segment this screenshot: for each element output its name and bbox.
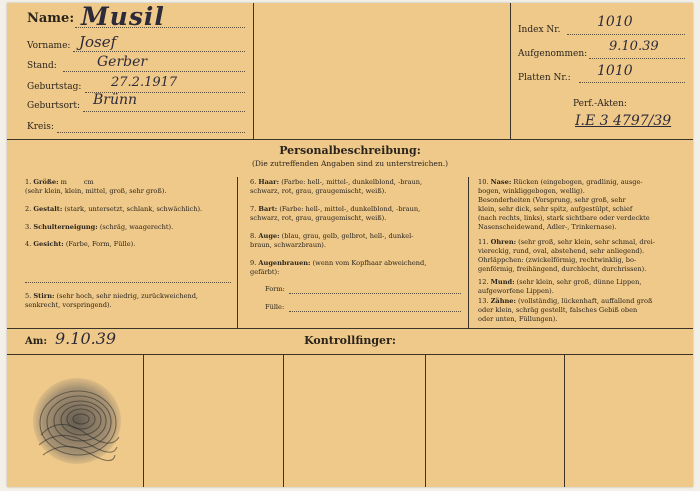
kreis-line (57, 132, 245, 133)
name-value: Musil (81, 2, 165, 31)
item-fuelle: Fülle: (265, 303, 285, 311)
index-value: 1010 (597, 14, 633, 30)
item-gestalt: 2. Gestalt: (stark, untersetzt, schlank, schwächlich). (25, 205, 203, 213)
item-form: Form: (265, 285, 285, 293)
perf-label: Perf.-Akten: (573, 99, 627, 109)
am-value: 9.10.39 (55, 329, 117, 348)
perf-value: I.E 3 4797/39 (575, 113, 672, 129)
name-line (75, 27, 245, 28)
stand-value: Gerber (97, 54, 148, 70)
am-label: Am: (25, 336, 48, 347)
vorname-label: Vorname: (27, 41, 71, 51)
vorname-line (73, 51, 245, 52)
divider-header (7, 139, 693, 140)
item-bart: 7. Bart: (Farbe: hell-, mittel-, dunkelblond, -braun, schwarz, rot, grau, graugemischt, weiß). (250, 205, 421, 222)
divider-finger-2 (283, 354, 284, 487)
index-line (567, 34, 685, 35)
divider-desc-2 (468, 177, 469, 328)
gesicht-line (25, 282, 231, 283)
divider-v1 (253, 3, 254, 139)
item-mund: 12. Mund: (sehr klein, sehr groß, dünne Lippen, aufgeworfene Lippen). (478, 278, 642, 295)
divider-desc-1 (237, 177, 238, 328)
name-label: Name: (27, 11, 75, 26)
identification-card (7, 3, 693, 487)
platten-label: Platten Nr.: (518, 73, 571, 83)
item-nase: 10. Nase: Rücken (eingebogen, gradlinig, ausge- bogen, winkliggebogen, wellig). Besonderheiten (Vorsprung, sehr groß, sehr klein, sehr dick, sehr spitz, aufgestülpt, schief (nach rechts, links), stark sichtbare oder verdeckte Nasenscheidewand, Adler-, Trinkernase). (478, 178, 650, 231)
item-gesicht: 4. Gesicht: (Farbe, Form, Fülle). (25, 240, 136, 248)
fingerprint-image (29, 375, 125, 471)
description-subtitle: (Die zutreffenden Angaben sind zu unterstreichen.) (251, 159, 449, 168)
aufgenommen-label: Aufgenommen: (518, 49, 588, 59)
fuelle-line (289, 311, 461, 312)
divider-finger-3 (425, 354, 426, 487)
kreis-label: Kreis: (27, 122, 54, 132)
geburtstag-label: Geburtstag: (27, 82, 82, 92)
item-stirn: 5. Stirn: (sehr hoch, sehr niedrig, zurückweichend, senkrecht, vorspringend). (25, 292, 199, 309)
item-schulterneigung: 3. Schulterneigung: (schräg, waagerecht). (25, 223, 174, 231)
form-line (289, 293, 461, 294)
aufgenommen-line (589, 58, 685, 59)
item-ohren: 11. Ohren: (sehr groß, sehr klein, sehr schmal, drei- viereckig, rund, oval, abstehend, sehr anliegend). Ohrläppchen: (zwickelförmig, rechtwinklig, bo- genförmig, freihängend, durchlocht, durchrissen). (478, 238, 655, 273)
geburtsort-line (83, 111, 245, 112)
item-zaehne: 13. Zähne: (vollständig, lückenhaft, auffallend groß oder klein, schräg gestellt, falsches Gebiß oben oder unten, Füllungen). (478, 297, 653, 323)
geburtsort-label: Geburtsort: (27, 101, 80, 111)
index-label: Index Nr. (518, 25, 561, 35)
divider-finger-1 (143, 354, 144, 487)
item-haar: 6. Haar: (Farbe: hell-, mittel-, dunkelblond, -braun, schwarz, rot, grau, graugemischt, weiß). (250, 178, 423, 195)
geburtsort-value: Brünn (93, 92, 138, 108)
item-groesse: 1. Größe: m cm (sehr klein, klein, mittel, groß, sehr groß). (25, 178, 167, 195)
stand-line (63, 71, 245, 72)
aufgenommen-value: 9.10.39 (609, 39, 659, 54)
geburtstag-value: 27.2.1917 (111, 75, 178, 90)
platten-value: 1010 (597, 63, 633, 79)
platten-line (579, 82, 685, 83)
kontrollfinger-label: Kontrollfinger: (304, 334, 396, 347)
divider-v2 (510, 3, 511, 139)
description-title: Personalbeschreibung: (279, 144, 421, 157)
divider-finger-header (7, 354, 693, 355)
item-auge: 8. Auge: (blau, grau, gelb, gelbrot, hell-, dunkel- braun, schwarzbraun). (250, 232, 414, 249)
vorname-value: Josef (79, 33, 117, 51)
divider-finger-4 (564, 354, 565, 487)
stand-label: Stand: (27, 61, 57, 71)
item-augenbrauen: 9. Augenbrauen: (wenn vom Kopfhaar abweichend, gefärbt): (250, 259, 427, 276)
